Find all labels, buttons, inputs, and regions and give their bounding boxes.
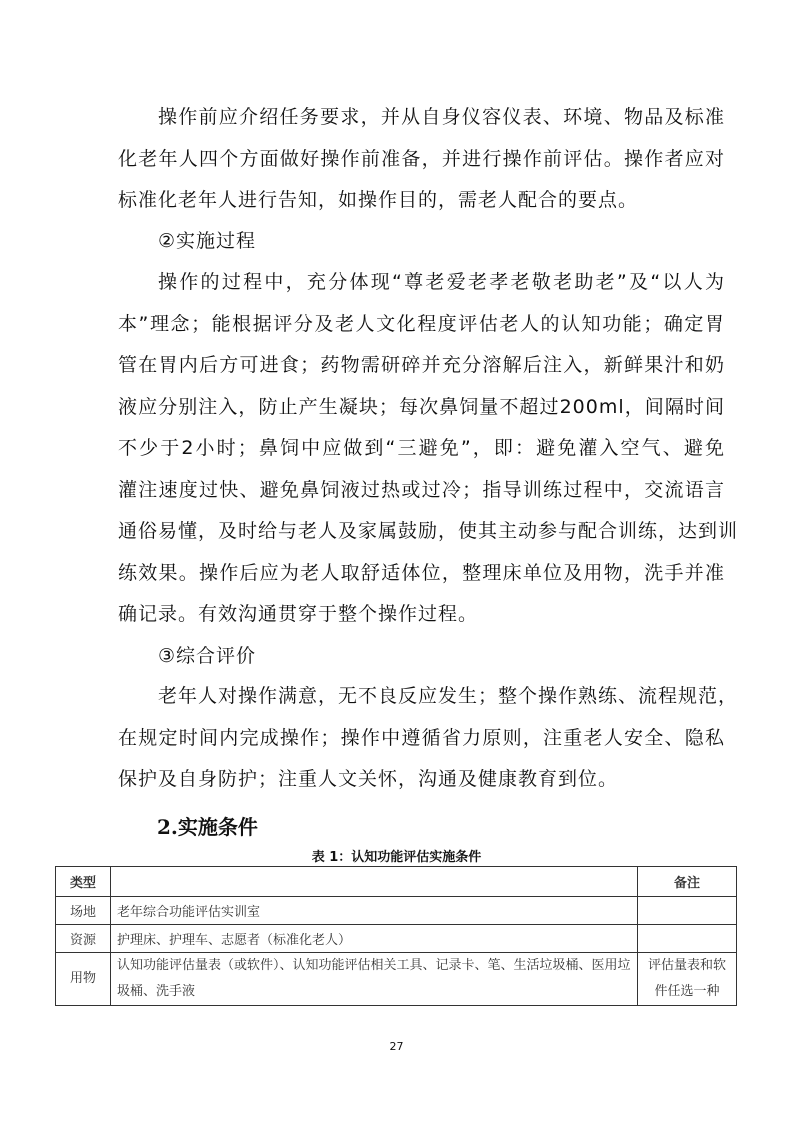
table-header-row (56, 867, 737, 897)
text-line: 灌注速度过快、避免鼻饲液过热或过冷；指导训练过程中，交流语言 (118, 479, 725, 501)
text-line: 标准化老年人进行告知，如操作目的，需老人配合的要点。 (118, 189, 639, 211)
cell-notes (638, 897, 737, 925)
text-line: 在规定时间内完成操作；操作中遵循省力原则，注重老人安全、隐私 (118, 727, 725, 749)
table-caption: 表 1：认知功能评估实施条件 (311, 850, 482, 865)
page-number: 27 (389, 1040, 404, 1053)
text-line: 老年人对操作满意，无不良反应发生；整个操作熟练、流程规范， (158, 685, 739, 707)
conditions-table (55, 866, 737, 1006)
cell-type: 资源 (56, 925, 111, 953)
table-row (56, 925, 737, 953)
header-notes: 备注 (638, 867, 737, 897)
text-line: 通俗易懂，及时给与老人及家属鼓励，使其主动参与配合训练，达到训 (118, 520, 739, 542)
cell-notes: 评估量表和软件任选一种 (638, 953, 737, 1006)
cell-type: 场地 (56, 897, 111, 925)
text-line: 练效果。操作后应为老人取舒适体位，整理床单位及用物，洗手并准 (118, 562, 725, 584)
text-line: 管在胃内后方可进食；药物需研碎并充分溶解后注入，新鲜果汁和奶 (118, 354, 725, 376)
text-line: 液应分别注入，防止产生凝块；每次鼻饲量不超过200ml，间隔时间 (118, 396, 725, 418)
cell-content: 老年综合功能评估实训室 (111, 897, 638, 925)
cell-type: 用物 (56, 953, 111, 1006)
cell-content: 认知功能评估量表（或软件）、认知功能评估相关工具、记录卡、笔、生活垃圾桶、医用垃圾桶、洗手液 (111, 953, 638, 1006)
text-line: 操作前应介绍任务要求，并从自身仪容仪表、环境、物品及标准 (158, 106, 725, 128)
text-line: 化老年人四个方面做好操作前准备，并进行操作前评估。操作者应对 (118, 148, 725, 170)
table-row (56, 897, 737, 925)
header-content (111, 867, 638, 897)
section-heading: 2.实施条件 (157, 815, 258, 839)
text-line: 操作的过程中，充分体现“尊老爱老孝老敬老助老”及“以人为 (158, 271, 725, 293)
table-row (56, 953, 737, 1006)
subheading-evaluation: ③综合评价 (158, 645, 257, 667)
cell-notes (638, 925, 737, 953)
header-type: 类型 (56, 867, 111, 897)
text-line: 确记录。有效沟通贯穿于整个操作过程。 (118, 603, 479, 625)
text-line: 保护及自身防护；注重人文关怀，沟通及健康教育到位。 (118, 768, 619, 790)
text-line: 本”理念；能根据评分及老人文化程度评估老人的认知功能；确定胃 (118, 313, 725, 335)
subheading-process: ②实施过程 (158, 230, 257, 252)
text-line: 不少于2小时；鼻饲中应做到“三避免”，即：避免灌入空气、避免 (118, 437, 725, 459)
cell-content: 护理床、护理车、志愿者（标准化老人） (111, 925, 638, 953)
